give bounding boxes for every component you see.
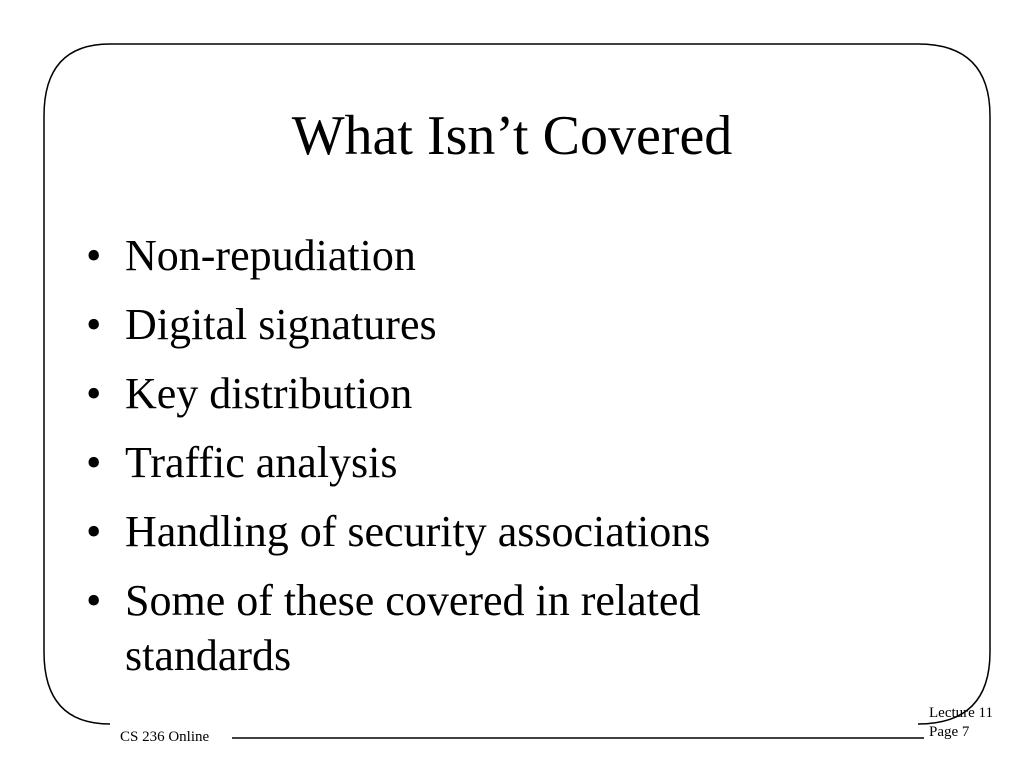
lecture-page-info <box>929 704 993 742</box>
bullet-text: Some of these covered in related standards <box>125 576 701 680</box>
page-number: Page 7 <box>929 724 970 740</box>
bullet-icon: • <box>86 576 102 625</box>
course-label: CS 236 Online <box>120 729 210 745</box>
bullet-list <box>80 228 840 697</box>
list-item <box>80 366 840 421</box>
bullet-text: Traffic analysis <box>125 438 398 487</box>
list-item <box>80 435 840 490</box>
bullet-icon: • <box>86 507 102 556</box>
bullet-text: Digital signatures <box>125 300 437 349</box>
slide-title: What Isn’t Covered <box>291 105 733 167</box>
bullet-icon: • <box>86 300 102 349</box>
bullet-icon: • <box>86 369 102 418</box>
bullet-text: Key distribution <box>125 369 413 418</box>
list-item <box>80 297 840 352</box>
bullet-icon: • <box>86 438 102 487</box>
list-item <box>80 228 840 283</box>
bullet-text: Non-repudiation <box>125 231 416 280</box>
bullet-icon: • <box>86 231 102 280</box>
list-item <box>80 573 840 683</box>
list-item <box>80 504 840 559</box>
lecture-label: Lecture 11 <box>929 705 993 721</box>
bullet-text: Handling of security associations <box>125 507 711 556</box>
